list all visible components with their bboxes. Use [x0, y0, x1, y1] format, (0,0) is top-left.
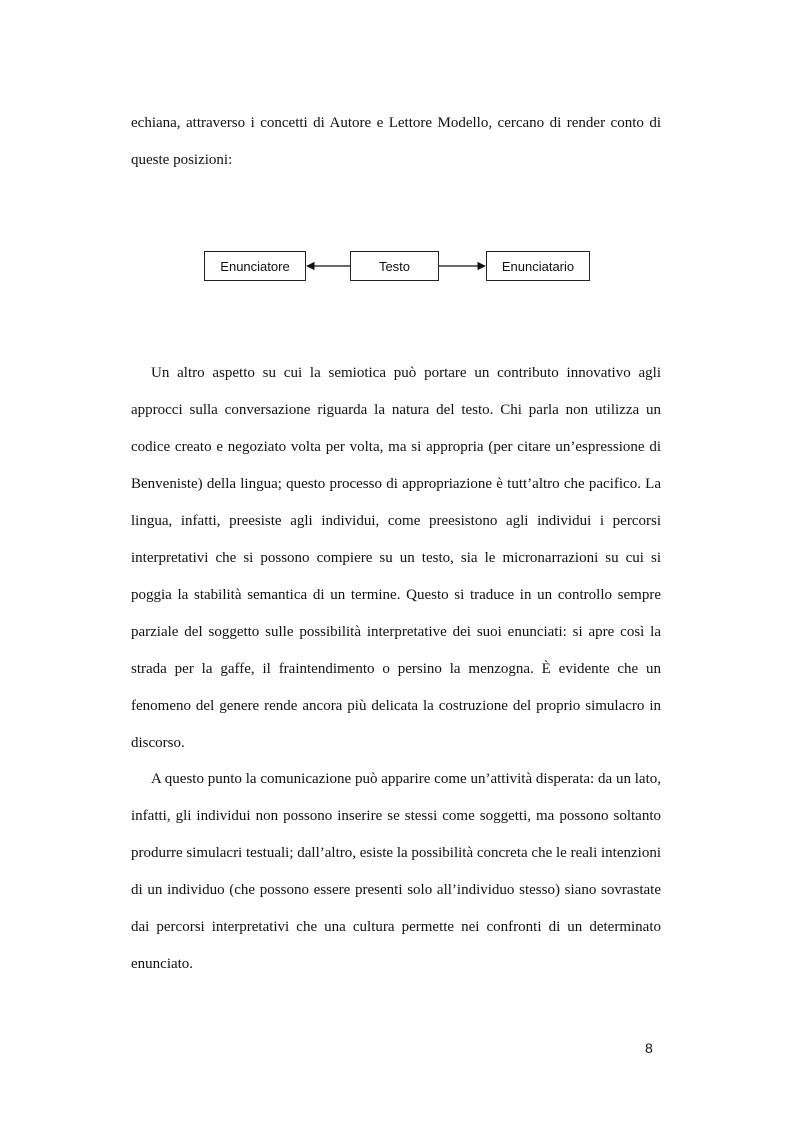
box-enunciatore: Enunciatore: [204, 251, 306, 281]
page-number: 8: [645, 1040, 653, 1056]
paragraph-communication: A questo punto la comunicazione può apparire come un’attività disperata: da un lato, infatti, gli individui non possono inserire se stessi come soggetti, ma possono soltanto produrre simulacri testuali; dall’altro, esiste la possibilità concreta che le reali intenzioni di un individuo (che possono essere presenti solo all’individuo stesso) siano sovrastate dai percorsi interpretativi che una cultura permette nei confronti di un determinato enunciato.: [131, 771, 661, 972]
box-enunciatario: Enunciatario: [486, 251, 590, 281]
paragraph-text-nature: Un altro aspetto su cui la semiotica può portare un contributo innovativo agli approcci sulla conversazione riguarda la natura del testo. Chi parla non utilizza un codice creato e negoziato volta per volta, ma si appropria (per citare un’espressione di Benveniste) della lingua; questo processo di appropriazione è tutt’altro che pacifico. La lingua, infatti, preesiste agli individui, come preesistono agli individui i percorsi interpretativi che si possono compiere su un testo, sia le micronarrazioni su cui si poggia la stabilità semantica di un termine. Questo si traduce in un controllo sempre parziale del soggetto sulle possibilità interpretative dei suoi enunciati: si apre così la strada per la gaffe, il fraintendimento o persino la menzogna. È evidente che un fenomeno del genere rende ancora più delicata la costruzione del proprio simulacro in discorso.: [131, 365, 661, 751]
paragraph-intro: echiana, attraverso i concetti di Autore e Lettore Modello, cercano di render conto di queste posizioni:: [131, 115, 661, 168]
box-testo: Testo: [350, 251, 439, 281]
communication-diagram: [204, 251, 590, 283]
